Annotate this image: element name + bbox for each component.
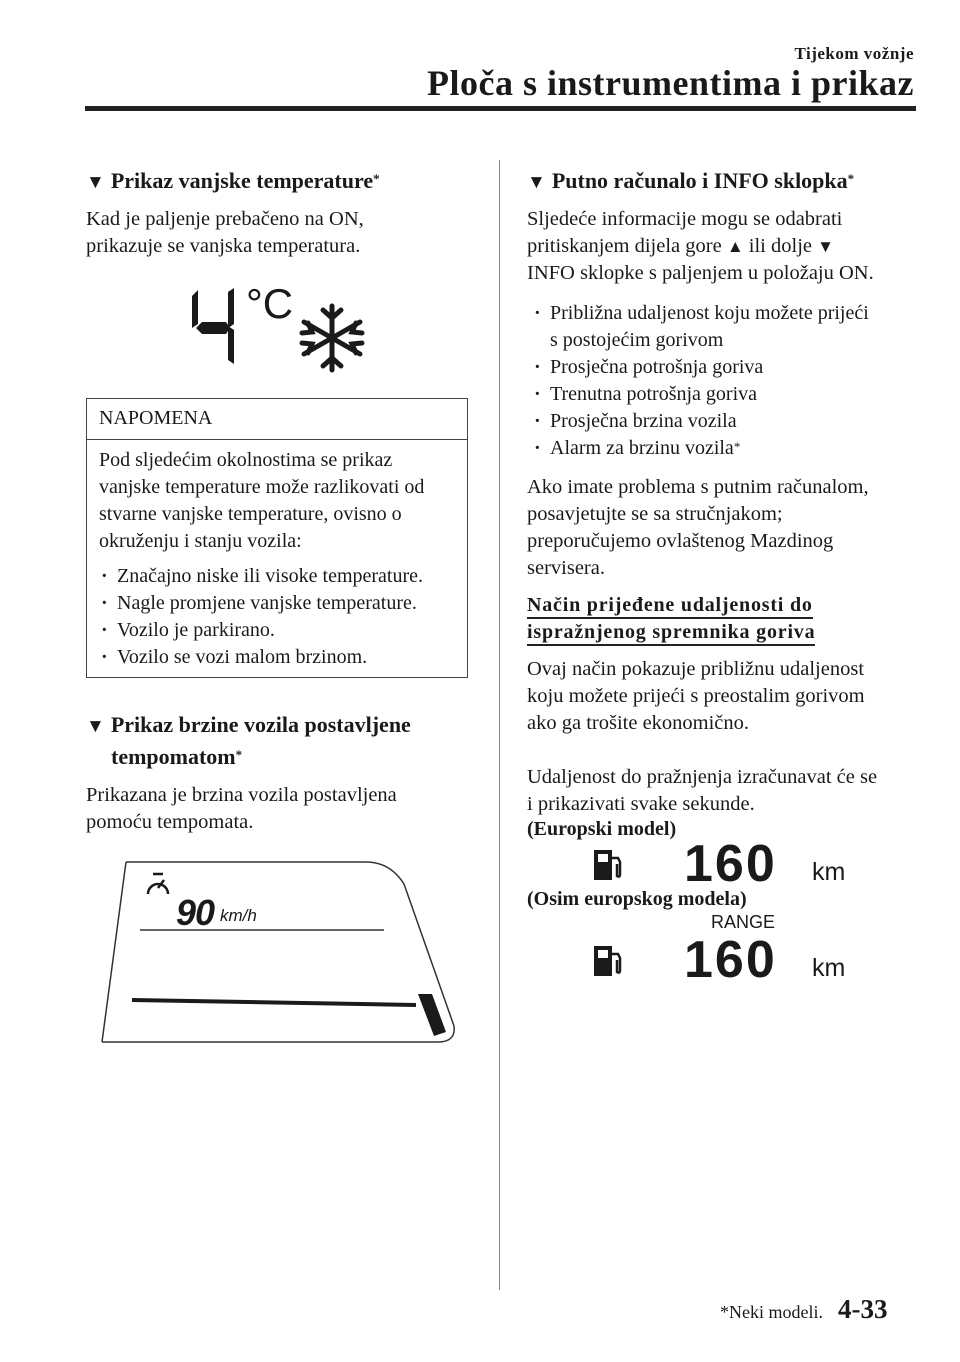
triangle-bullet-icon: ▼ [527, 172, 546, 193]
footnote: *Neki modeli. [720, 1302, 823, 1322]
section-heading-trip-computer: ▼ Putno računalo i INFO sklopka* [527, 168, 855, 193]
note-bullet-list [99, 563, 461, 671]
list-item: · Prosječna brzina vozila [532, 408, 912, 435]
note-box [86, 398, 468, 678]
non-european-model-label: (Osim europskog modela) [527, 888, 747, 910]
outside-temp-text: Kad je paljenje prebačeno na ON, prikazuje se vanjska temperatura. [86, 208, 364, 257]
distance-to-empty-text: Ovaj način pokazuje približnu udaljenost koju možete prijeći s preostalim gorivom ako ga trošite ekonomično. [527, 658, 865, 734]
list-item: · Približna udaljenost koju možete prijeći s postojećim gorivom [532, 300, 912, 354]
range-label: RANGE [711, 912, 776, 932]
triangle-bullet-icon: ▼ [86, 716, 105, 737]
cruise-control-icon [144, 872, 172, 898]
list-item: · Vozilo je parkirano. [99, 617, 461, 644]
cruise-speed-text: Prikazana je brzina vozila postavljena pomoću tempomata. [86, 784, 397, 833]
cruise-speed-value: 90 [176, 892, 215, 933]
section-heading-cruise-speed: ▼ Prikaz brzine vozila postavljene tempomatom* [86, 712, 411, 769]
svg-text:°C: °C [246, 280, 294, 327]
distance-value-european: 160 [684, 835, 777, 893]
snowflake-icon [296, 302, 368, 374]
list-item: · Vozilo se vozi malom brzinom. [99, 644, 461, 671]
distance-unit-european: km [812, 858, 846, 886]
down-arrow-icon: ▼ [817, 237, 834, 256]
distance-update-text: Udaljenost do pražnjenja izračunavat će se i prikazivati svake sekunde. [527, 766, 878, 815]
distance-unit-other: km [812, 954, 846, 982]
list-item: · Prosječna potrošnja goriva [532, 354, 912, 381]
triangle-bullet-icon: ▼ [86, 172, 105, 193]
note-body: Pod sljedećim okolnostima se prikaz vanjske temperature može razlikovati od stvarne vanjske temperature, ovisno o okruženju i stanju vozila: · Značajno niske ili visoke temperature. · Nagle promjene vanjske temperature. · Vozilo je parkirano. · Vozilo se vozi malom brzinom. [99, 447, 461, 671]
list-item: · Nagle promjene vanjske temperature. [99, 590, 461, 617]
section-heading-outside-temp: ▼ Prikaz vanjske temperature* [86, 168, 380, 193]
header-rule [85, 106, 916, 111]
trip-computer-bullet-list [532, 300, 912, 462]
page-number: 4-33 [838, 1294, 888, 1324]
up-arrow-icon: ▲ [726, 237, 744, 256]
note-header: NAPOMENA [87, 399, 467, 440]
cruise-speed-unit: km/h [220, 906, 257, 925]
section-label: Tijekom vožnje [794, 44, 914, 63]
subheading-distance-to-empty: Način prijeđene udaljenosti do ispražnjenog spremnika goriva [527, 592, 815, 646]
distance-value-other: 160 [684, 931, 777, 989]
trip-computer-text: Sljedeće informacije mogu se odabrati pritiskanjem dijela gore ▲ ili dolje ▼ INFO sklopke s paljenjem u položaju ON. [527, 208, 874, 284]
fuel-pump-icon [592, 942, 626, 978]
european-model-label: (Europski model) [527, 818, 677, 840]
list-item: · Značajno niske ili visoke temperature. [99, 563, 461, 590]
fuel-pump-icon [592, 846, 626, 882]
page-title: Ploča s instrumentima i prikaz [427, 63, 914, 103]
list-item: · Trenutna potrošnja goriva [532, 381, 912, 408]
trip-computer-advice: Ako imate problema s putnim računalom, posavjetujte se sa stručnjakom; preporučujemo ovlaštenog Mazdinog servisera. [527, 476, 869, 579]
column-divider [499, 160, 500, 1290]
list-item: · Alarm za brzinu vozila* [532, 435, 912, 462]
